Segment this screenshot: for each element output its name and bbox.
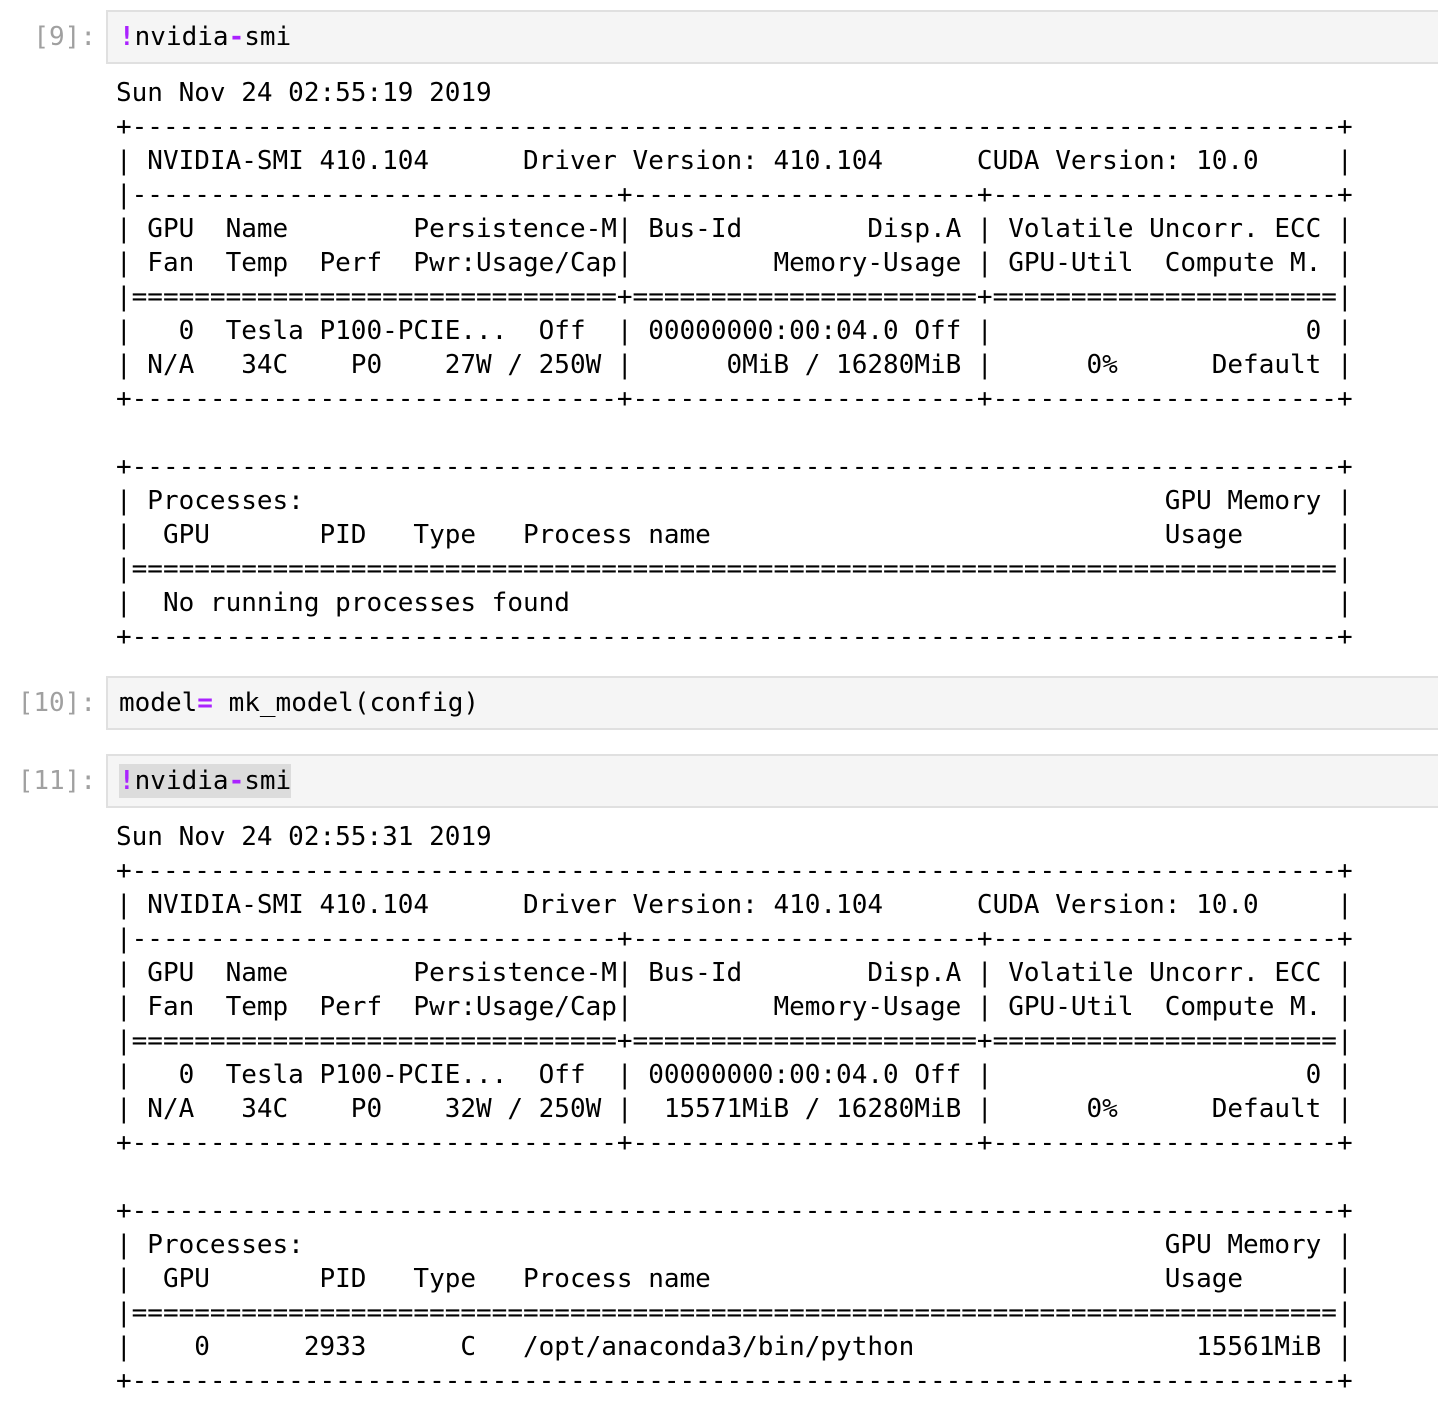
output-line: Sun Nov 24 02:55:31 2019 — [116, 822, 492, 852]
notebook-cell-10[interactable] — [0, 650, 1438, 750]
code-token: nvidia — [134, 22, 229, 52]
cell-output — [116, 76, 1353, 654]
output-line: | N/A 34C P0 27W / 250W | 0MiB / 16280MiB | 0% Default | — [116, 350, 1353, 380]
output-line: |=============================================================================| — [116, 554, 1353, 584]
output-line: +-----------------------------------------------------------------------------+ — [116, 1196, 1353, 1226]
code-token-bang: ! — [119, 766, 135, 796]
output-line — [116, 416, 1353, 450]
output-line: Sun Nov 24 02:55:19 2019 — [116, 78, 492, 108]
code-input[interactable] — [106, 10, 1438, 64]
output-line — [116, 1160, 1353, 1194]
output-line: +-----------------------------------------------------------------------------+ — [116, 112, 1353, 142]
output-line: | 0 Tesla P100-PCIE... Off | 00000000:00:04.0 Off | 0 | — [116, 1060, 1353, 1090]
code-token-operator: - — [228, 766, 245, 796]
code-token: smi — [244, 22, 292, 52]
notebook-cell-9[interactable] — [0, 0, 1438, 650]
output-line: | No running processes found | — [116, 588, 1353, 618]
output-line: | N/A 34C P0 32W / 250W | 15571MiB / 16280MiB | 0% Default | — [116, 1094, 1353, 1124]
output-line: | GPU Name Persistence-M| Bus-Id Disp.A | Volatile Uncorr. ECC | — [116, 958, 1353, 988]
output-line: +-----------------------------------------------------------------------------+ — [116, 452, 1353, 482]
code-token: nvidia — [134, 766, 229, 796]
code-token-operator: = — [197, 688, 213, 718]
output-line: | GPU Name Persistence-M| Bus-Id Disp.A | Volatile Uncorr. ECC | — [116, 214, 1353, 244]
output-line: +-----------------------------------------------------------------------------+ — [116, 856, 1353, 886]
output-line: |-------------------------------+----------------------+----------------------+ — [116, 180, 1353, 210]
output-line: | Fan Temp Perf Pwr:Usage/Cap| Memory-Usage | GPU-Util Compute M. | — [116, 248, 1353, 278]
output-line: | Processes: GPU Memory | — [116, 1230, 1353, 1260]
code-token: model — [119, 688, 198, 718]
cell-prompt: [9]: — [33, 22, 96, 52]
output-line: +-----------------------------------------------------------------------------+ — [116, 1366, 1353, 1396]
code-input[interactable] — [106, 754, 1438, 808]
output-line: |-------------------------------+----------------------+----------------------+ — [116, 924, 1353, 954]
cell-prompt: [10]: — [17, 688, 96, 718]
notebook-cell-11[interactable] — [0, 744, 1438, 1412]
output-line: | NVIDIA-SMI 410.104 Driver Version: 410.104 CUDA Version: 10.0 | — [116, 890, 1353, 920]
output-line: |===============================+======================+======================| — [116, 282, 1353, 312]
output-line: | Processes: GPU Memory | — [116, 486, 1353, 516]
output-line: | GPU PID Type Process name Usage | — [116, 1264, 1353, 1294]
code-token-operator: - — [228, 22, 245, 52]
code-token: smi — [244, 766, 292, 796]
output-line: |=============================================================================| — [116, 1298, 1353, 1328]
code-text — [119, 686, 479, 720]
code-text — [119, 20, 291, 54]
output-line: +-------------------------------+----------------------+----------------------+ — [116, 1128, 1353, 1158]
output-line: |===============================+======================+======================| — [116, 1026, 1353, 1056]
cell-output — [116, 820, 1353, 1398]
output-line: +-------------------------------+----------------------+----------------------+ — [116, 384, 1353, 414]
code-token: mk_model(config) — [212, 688, 480, 718]
code-input[interactable] — [106, 676, 1438, 730]
code-text — [119, 764, 291, 798]
output-line: | Fan Temp Perf Pwr:Usage/Cap| Memory-Usage | GPU-Util Compute M. | — [116, 992, 1353, 1022]
output-line: +-----------------------------------------------------------------------------+ — [116, 622, 1353, 652]
output-line: | 0 2933 C /opt/anaconda3/bin/python 15561MiB | — [116, 1332, 1353, 1362]
output-line: | 0 Tesla P100-PCIE... Off | 00000000:00:04.0 Off | 0 | — [116, 316, 1353, 346]
code-token-bang: ! — [119, 22, 135, 52]
cell-prompt: [11]: — [17, 766, 96, 796]
output-line: | GPU PID Type Process name Usage | — [116, 520, 1353, 550]
output-line: | NVIDIA-SMI 410.104 Driver Version: 410.104 CUDA Version: 10.0 | — [116, 146, 1353, 176]
